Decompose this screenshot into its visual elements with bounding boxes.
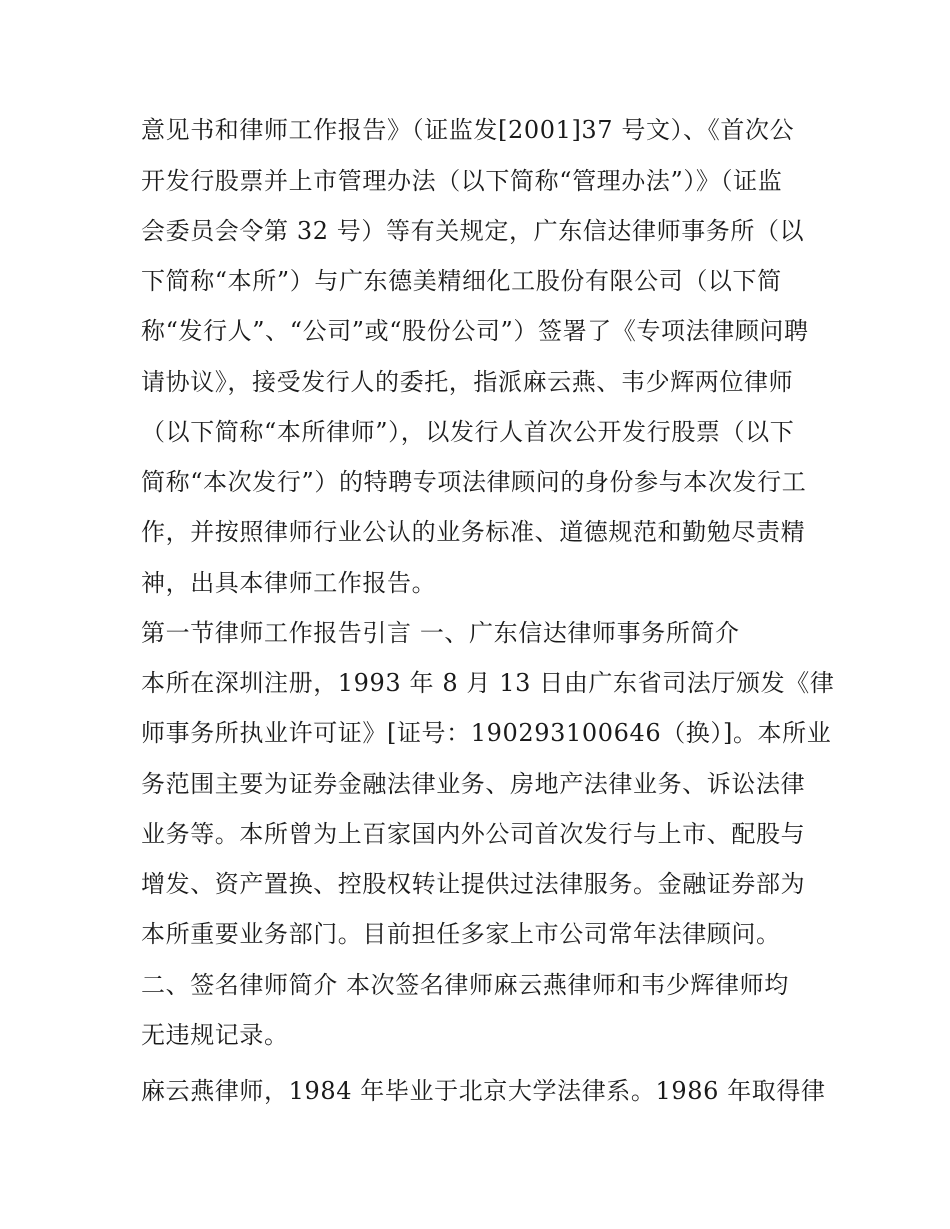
text-line: 神，出具本律师工作报告。 — [141, 569, 437, 597]
text-line: 简称“本次发行”）的特聘专项法律顾问的身份参与本次发行工 — [141, 468, 807, 496]
text-line: 会委员会令第 32 号）等有关规定，广东信达律师事务所（以 — [141, 217, 805, 245]
text-line: 增发、资产置换、控股权转让提供过法律服务。金融证券部为 — [141, 870, 806, 898]
text-line: 务范围主要为证券金融法律业务、房地产法律业务、诉讼法律 — [141, 770, 806, 798]
text-line: 下简称“本所”）与广东德美精细化工股份有限公司（以下简 — [141, 267, 782, 295]
text-line: （以下简称“本所律师”），以发行人首次公开发行股票（以下 — [141, 418, 795, 446]
text-line: 开发行股票并上市管理办法（以下简称“管理办法”）》（证监 — [141, 167, 783, 195]
text-line: 师事务所执业许可证》[证号：190293100646（换）]。本所业 — [141, 719, 832, 747]
text-line: 作，并按照律师行业公认的业务标准、道德规范和勤勉尽责精 — [141, 518, 806, 546]
text-line: 意见书和律师工作报告》（证监发[2001]37 号文）、《首次公 — [141, 116, 795, 144]
text-line: 本所重要业务部门。目前担任多家上市公司常年法律顾问。 — [141, 920, 781, 948]
text-line: 请协议》，接受发行人的委托，指派麻云燕、韦少辉两位律师 — [141, 368, 794, 396]
text-line: 无违规记录。 — [141, 1021, 289, 1049]
section-heading: 二、签名律师简介 本次签名律师麻云燕律师和韦少辉律师均 — [141, 971, 789, 999]
text-line: 本所在深圳注册，1993 年 8 月 13 日由广东省司法厅颁发《律 — [141, 669, 835, 697]
text-line: 麻云燕律师，1984 年毕业于北京大学法律系。1986 年取得律 — [141, 1077, 826, 1105]
section-heading: 第一节律师工作报告引言 一、广东信达律师事务所简介 — [141, 619, 740, 647]
text-line: 业务等。本所曾为上百家国内外公司首次发行与上市、配股与 — [141, 820, 806, 848]
text-line: 称“发行人”、“公司”或“股份公司”）签署了《专项法律顾问聘 — [141, 317, 809, 345]
